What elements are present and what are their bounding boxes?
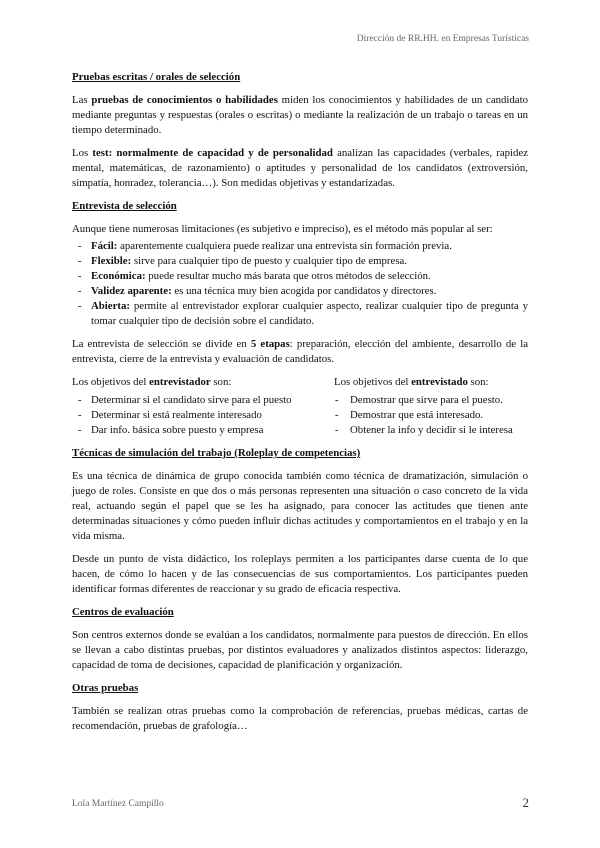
running-header: Dirección de RR.HH. en Empresas Turísticas [356, 34, 529, 44]
text-run: aparentemente cualquiera puede realizar una entrevista sin formación previa. [117, 240, 452, 252]
bold-term: Abierta: [91, 300, 130, 312]
paragraph-centros: Son centros externos donde se evalúan a los candidatos, normalmente para puestos de dirección. En ellos se llevan a cabo distintas pruebas, por distintos evaluadores y analizados distintos aspectos: liderazgo, capacidad de toma de decisiones, capacidad de planificación y organización. [72, 629, 528, 671]
section-heading-centros: Centros de evaluación [72, 606, 174, 618]
text-run: Los [72, 147, 93, 159]
bold-term: entrevistado [411, 376, 468, 388]
objectives-entrevistador [72, 375, 334, 438]
text-run: Los objetivos del [334, 376, 412, 388]
list-item: - Demostrar que está interesado. [334, 408, 528, 423]
bold-term: pruebas de conocimientos o habilidades [91, 94, 278, 106]
section-heading-otras: Otras pruebas [72, 682, 139, 694]
bold-term: test: normalmente de capacidad y de personalidad [92, 147, 333, 159]
list-item [72, 284, 528, 299]
text-run: son: [210, 376, 232, 388]
page-body [72, 70, 528, 742]
list-item [72, 254, 528, 269]
section-heading-simulacion: Técnicas de simulación del trabajo (Roleplay de competencias) [72, 447, 361, 459]
list-item [72, 239, 528, 254]
text-run: analizan las capacidades (verbales, rapidez mental, matemáticas, de razonamiento) o aptitudes y personalidad de los candidatos (extroversión, simpatía, honradez, tolerancia…). Son medidas objetivas y estandarizadas. [72, 147, 528, 189]
objectives-columns [72, 375, 528, 438]
paragraph-test [72, 146, 528, 191]
paragraph-etapas [72, 337, 528, 367]
list-item: - Obtener la info y decidir si le interesa [334, 423, 528, 438]
list-item [72, 269, 528, 284]
text-run: : preparación, elección del ambiente, desarrollo de la entrevista, cierre de la entrevista y evaluación de candidatos. [72, 338, 528, 365]
bold-term: Flexible: [91, 255, 132, 267]
bold-term: Fácil: [91, 240, 118, 252]
paragraph-simulacion-1: Es una técnica de dinámica de grupo conocida también como técnica de dramatización, simulación o juego de roles. Consiste en que dos o más personas representen una situación o caso concreto de la vida real, actuando según el papel que se les ha asignado, para conocer las actitudes que tienen ante determinadas situaciones y cómo pueden influir dichas actitudes y comportamientos en el trabajo y en la vida misma. [72, 470, 528, 542]
objectives-list [72, 393, 334, 438]
text-run: permite al entrevistador explorar cualquier aspecto, realizar cualquier tipo de pregunta y tomar cualquier tipo de decisión sobre el candidato. [91, 300, 528, 327]
text-run: Las [72, 94, 92, 106]
objectives-title [72, 375, 334, 390]
bold-term: 5 etapas [250, 338, 290, 350]
text-run: La entrevista de selección se divide en [72, 338, 251, 350]
paragraph-simulacion-2: Desde un punto de vista didáctico, los roleplays permiten a los participantes darse cuenta de lo que hacen, de cómo lo hacen y de las consecuencias de sus comportamientos. Los participantes pueden identificar formas diferentes de reaccionar y su grado de eficacia respectiva. [72, 553, 528, 595]
text-run: puede resultar mucho más barata que otros métodos de selección. [145, 270, 431, 282]
objectives-list [334, 393, 528, 438]
list-item [72, 299, 528, 329]
bold-term: entrevistador [149, 376, 211, 388]
list-item: - Determinar si está realmente interesado [72, 408, 334, 423]
list-item: - Determinar si el candidato sirve para el puesto [72, 393, 334, 408]
bold-term: Económica: [91, 270, 146, 282]
entrevista-features-list [72, 239, 528, 329]
section-heading-entrevista: Entrevista de selección [72, 200, 177, 212]
footer-author: Lola Martínez Campillo [72, 799, 164, 809]
page-number: 2 [522, 795, 529, 810]
text-run: son: [467, 376, 489, 388]
paragraph-entrevista-intro: Aunque tiene numerosas limitaciones (es subjetivo e impreciso), es el método más popular al ser: [72, 223, 493, 235]
text-run: miden los conocimientos y habilidades de un candidato mediante preguntas y respuestas (orales o escritas) o mediante la realización de un trabajo o tareas en un tiempo determinado. [72, 94, 528, 136]
bold-term: Validez aparente: [91, 285, 172, 297]
list-item: - Dar info. básica sobre puesto y empresa [72, 423, 334, 438]
paragraph-otras: También se realizan otras pruebas como la comprobación de referencias, pruebas médicas, cartas de recomendación, pruebas de grafología… [72, 705, 528, 732]
text-run: Los objetivos del [72, 376, 150, 388]
objectives-entrevistado [334, 375, 528, 438]
list-item: - Demostrar que sirve para el puesto. [334, 393, 528, 408]
text-run: sirve para cualquier tipo de puesto y cualquier tipo de empresa. [131, 255, 408, 267]
text-run: es una técnica muy bien acogida por candidatos y directores. [171, 285, 437, 297]
paragraph-pruebas-conocimientos [72, 93, 528, 138]
section-heading-pruebas: Pruebas escritas / orales de selección [72, 71, 241, 83]
objectives-title [334, 375, 528, 390]
